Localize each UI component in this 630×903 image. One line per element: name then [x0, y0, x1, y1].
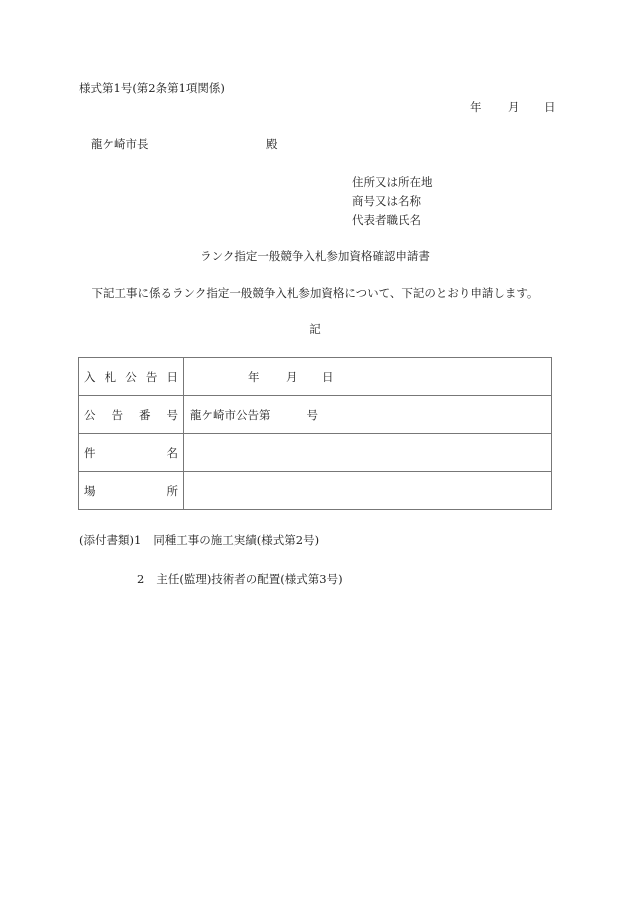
attachment-item-1: (添付書類)1 同種工事の施工実績(様式第2号)	[79, 533, 320, 547]
addressee: 龍ケ崎市長	[91, 137, 149, 151]
table-row-location	[79, 472, 552, 510]
applicant-representative-label: 代表者職氏名	[352, 213, 421, 227]
applicant-company-label: 商号又は名称	[352, 194, 421, 208]
attachment-heading: (添付書類)	[79, 533, 134, 547]
document-title: ランク指定一般競争入札参加資格確認申請書	[200, 249, 430, 263]
honorific: 殿	[266, 137, 278, 151]
info-table	[78, 357, 552, 510]
label-notice-date: 入 札 公 告 日	[79, 358, 184, 396]
table-row-notice-number	[79, 396, 552, 434]
form-number: 様式第1号(第2条第1項関係)	[79, 81, 225, 95]
value-notice-number[interactable]: 龍ケ崎市公告第 号	[184, 396, 552, 434]
attachment-item-2: 2 主任(監理)技術者の配置(様式第3号)	[137, 572, 343, 586]
applicant-block	[352, 175, 433, 232]
label-notice-number: 公 告 番 号	[79, 396, 184, 434]
value-location[interactable]	[184, 472, 552, 510]
date-day: 日	[544, 100, 556, 114]
value-notice-date[interactable]: 年 月 日	[184, 358, 552, 396]
applicant-address-label: 住所又は所在地	[352, 175, 433, 189]
label-project-name: 件 名	[79, 434, 184, 472]
table-row-project-name	[79, 434, 552, 472]
value-project-name[interactable]	[184, 434, 552, 472]
body-text: 下記工事に係るランク指定一般競争入札参加資格について、下記のとおり申請します。	[91, 286, 539, 300]
label-location: 場 所	[79, 472, 184, 510]
application-date	[470, 100, 556, 114]
ki-heading: 記	[309, 322, 321, 336]
date-year: 年	[470, 100, 482, 114]
date-month: 月	[508, 100, 520, 114]
table-row-notice-date	[79, 358, 552, 396]
